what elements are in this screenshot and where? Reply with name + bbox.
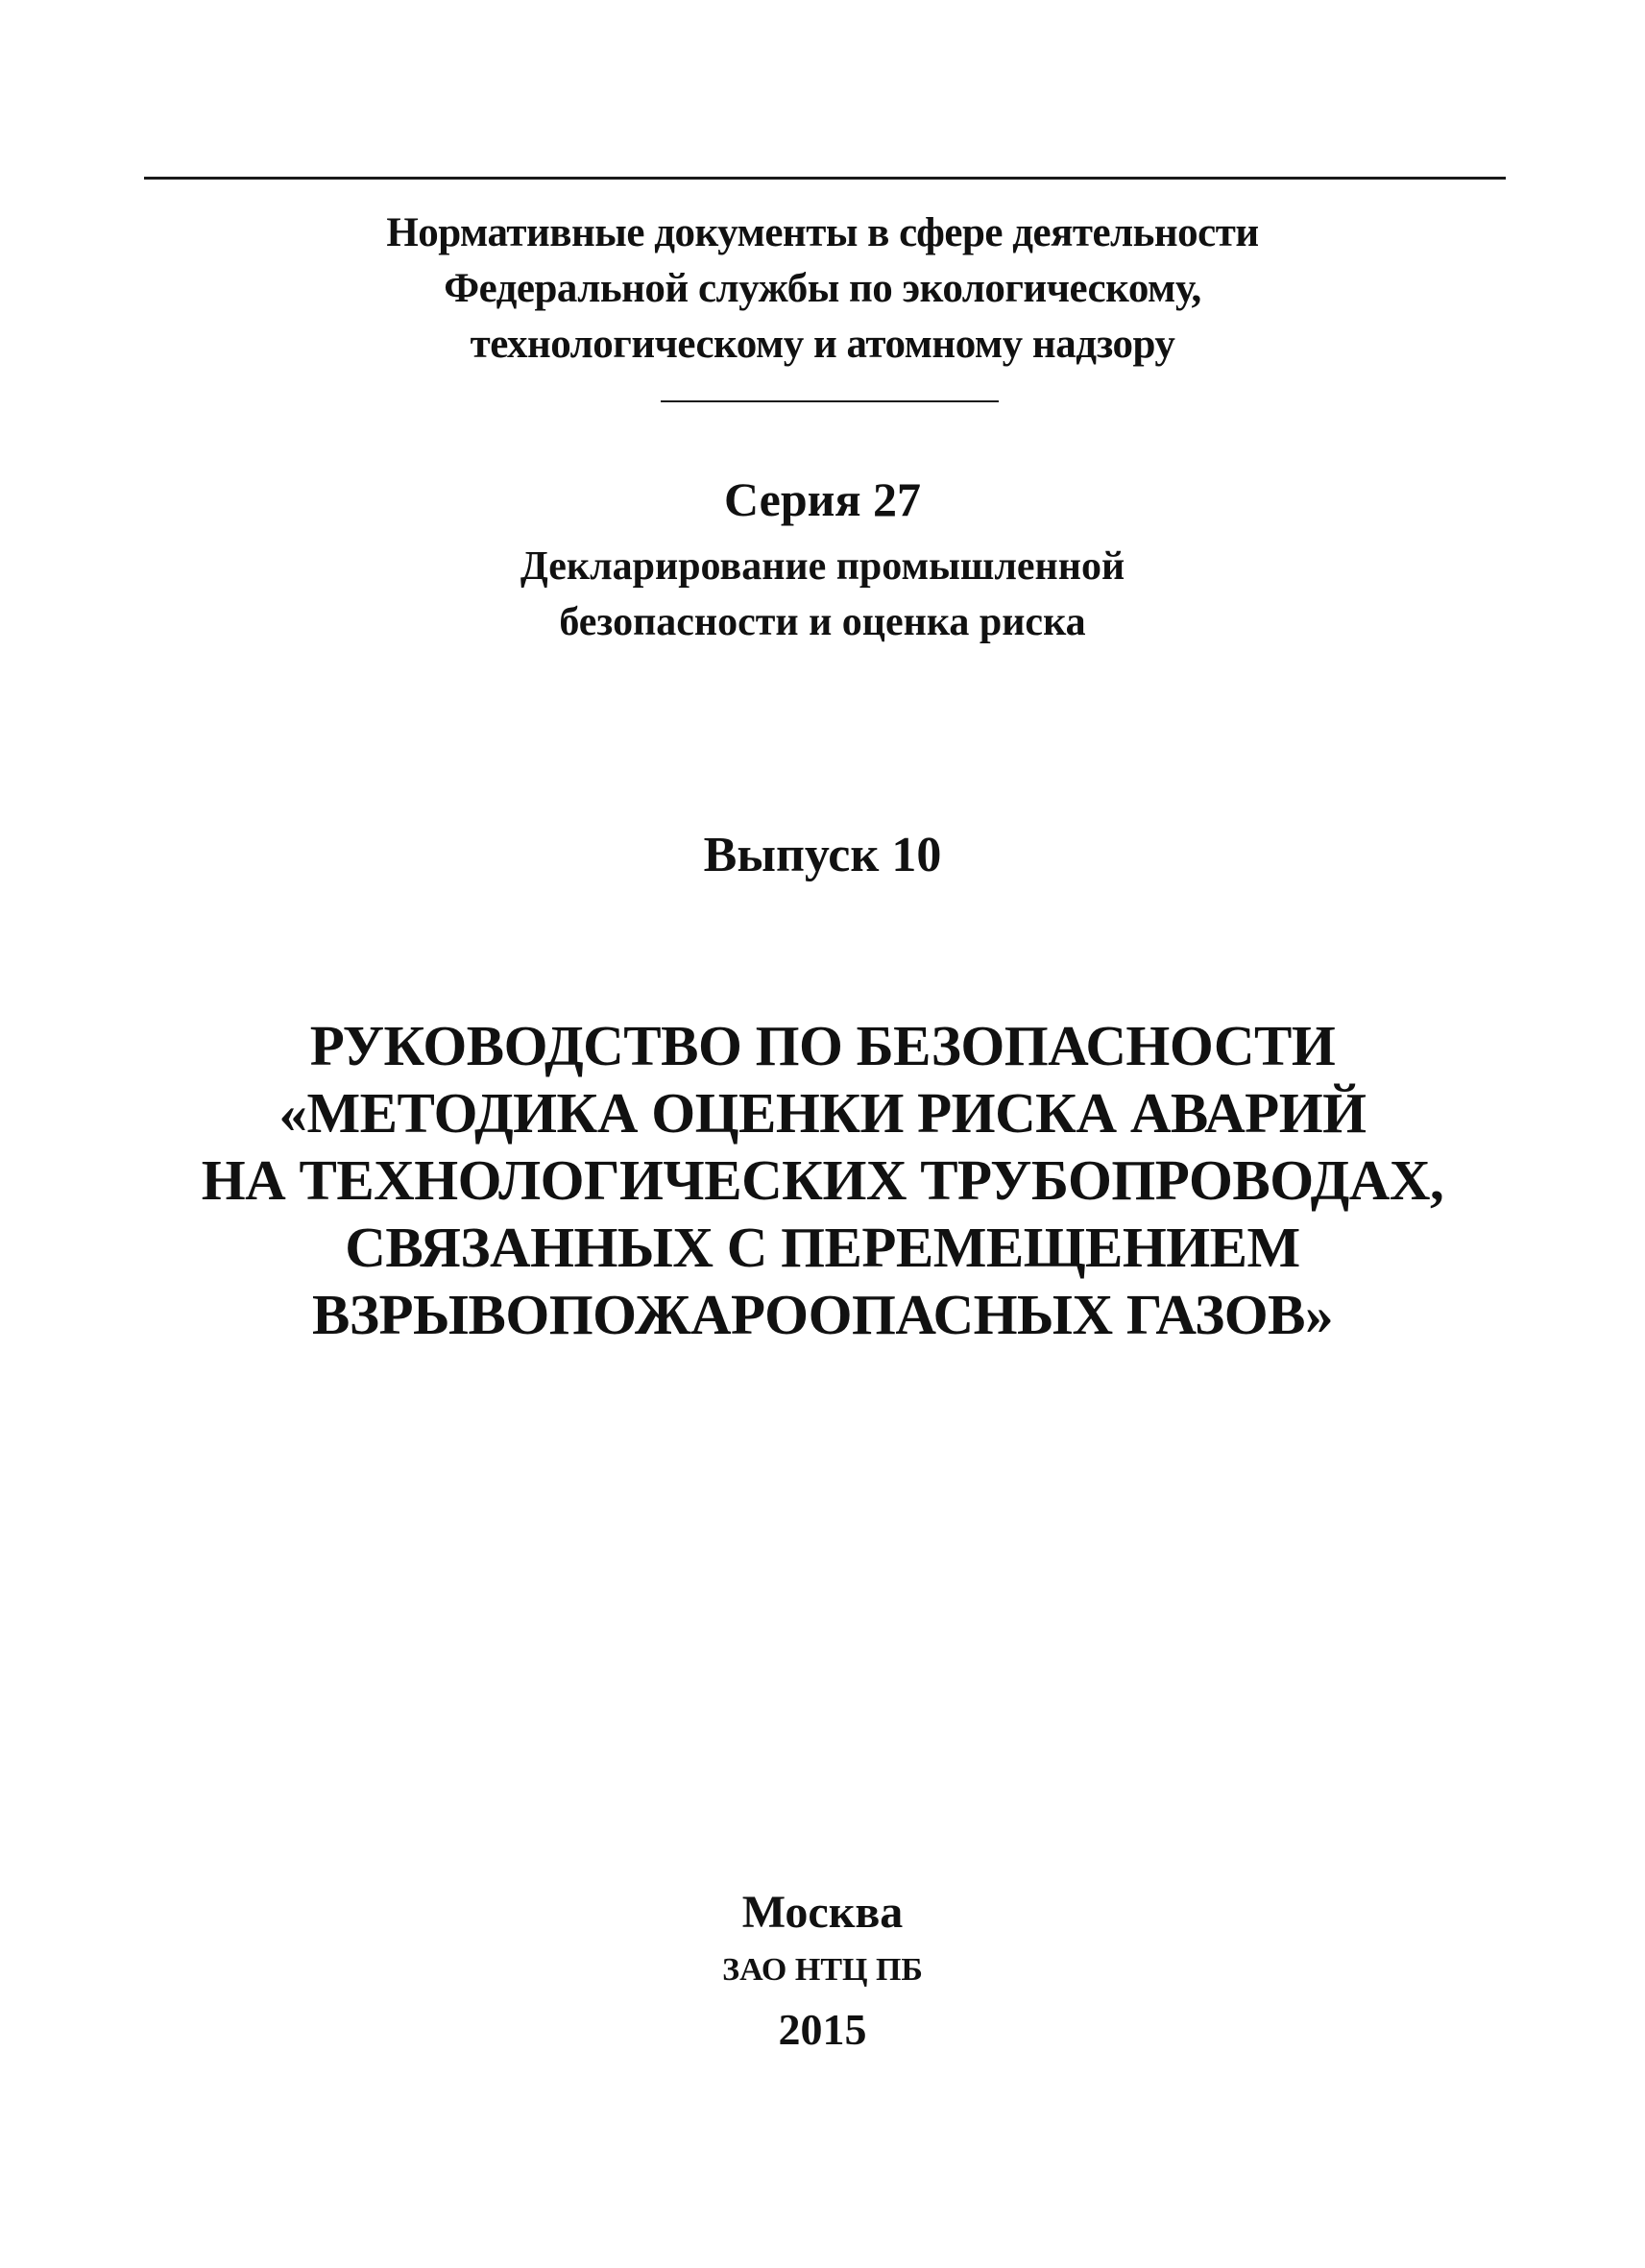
series-block [0,470,1645,528]
top-divider [144,177,1506,180]
imprint-block [0,1884,1645,2059]
series-description [0,539,1645,650]
document-title [0,1012,1645,1348]
imprint-year: 2015 [778,2005,867,2054]
series-number: Серия 27 [723,472,922,526]
issue-block [0,827,1645,884]
title-line-1: РУКОВОДСТВО ПО БЕЗОПАСНОСТИ [309,1014,1336,1077]
header-divider [661,400,999,402]
header-line-3: технологическому и атомному надзору [470,322,1175,367]
title-line-5: ВЗРЫВОПОЖАРООПАСНЫХ ГАЗОВ» [312,1283,1333,1346]
imprint-city: Москва [741,1887,904,1938]
header-block [0,205,1645,373]
header-line-2: Федеральной службы по экологическому, [444,266,1201,311]
series-line-2: безопасности и оценка риска [559,600,1086,644]
title-line-4: СВЯЗАННЫХ С ПЕРЕМЕЩЕНИЕМ [345,1216,1300,1279]
header-line-1: Нормативные документы в сфере деятельности [386,210,1259,255]
title-line-3: НА ТЕХНОЛОГИЧЕСКИХ ТРУБОПРОВОДАХ, [201,1148,1444,1212]
series-line-1: Декларирование промышленной [520,544,1125,589]
imprint-publisher: ЗАО НТЦ ПБ [722,1952,923,1988]
issue-number: Выпуск 10 [703,828,942,882]
title-line-2: «МЕТОДИКА ОЦЕНКИ РИСКА АВАРИЙ [278,1081,1367,1145]
